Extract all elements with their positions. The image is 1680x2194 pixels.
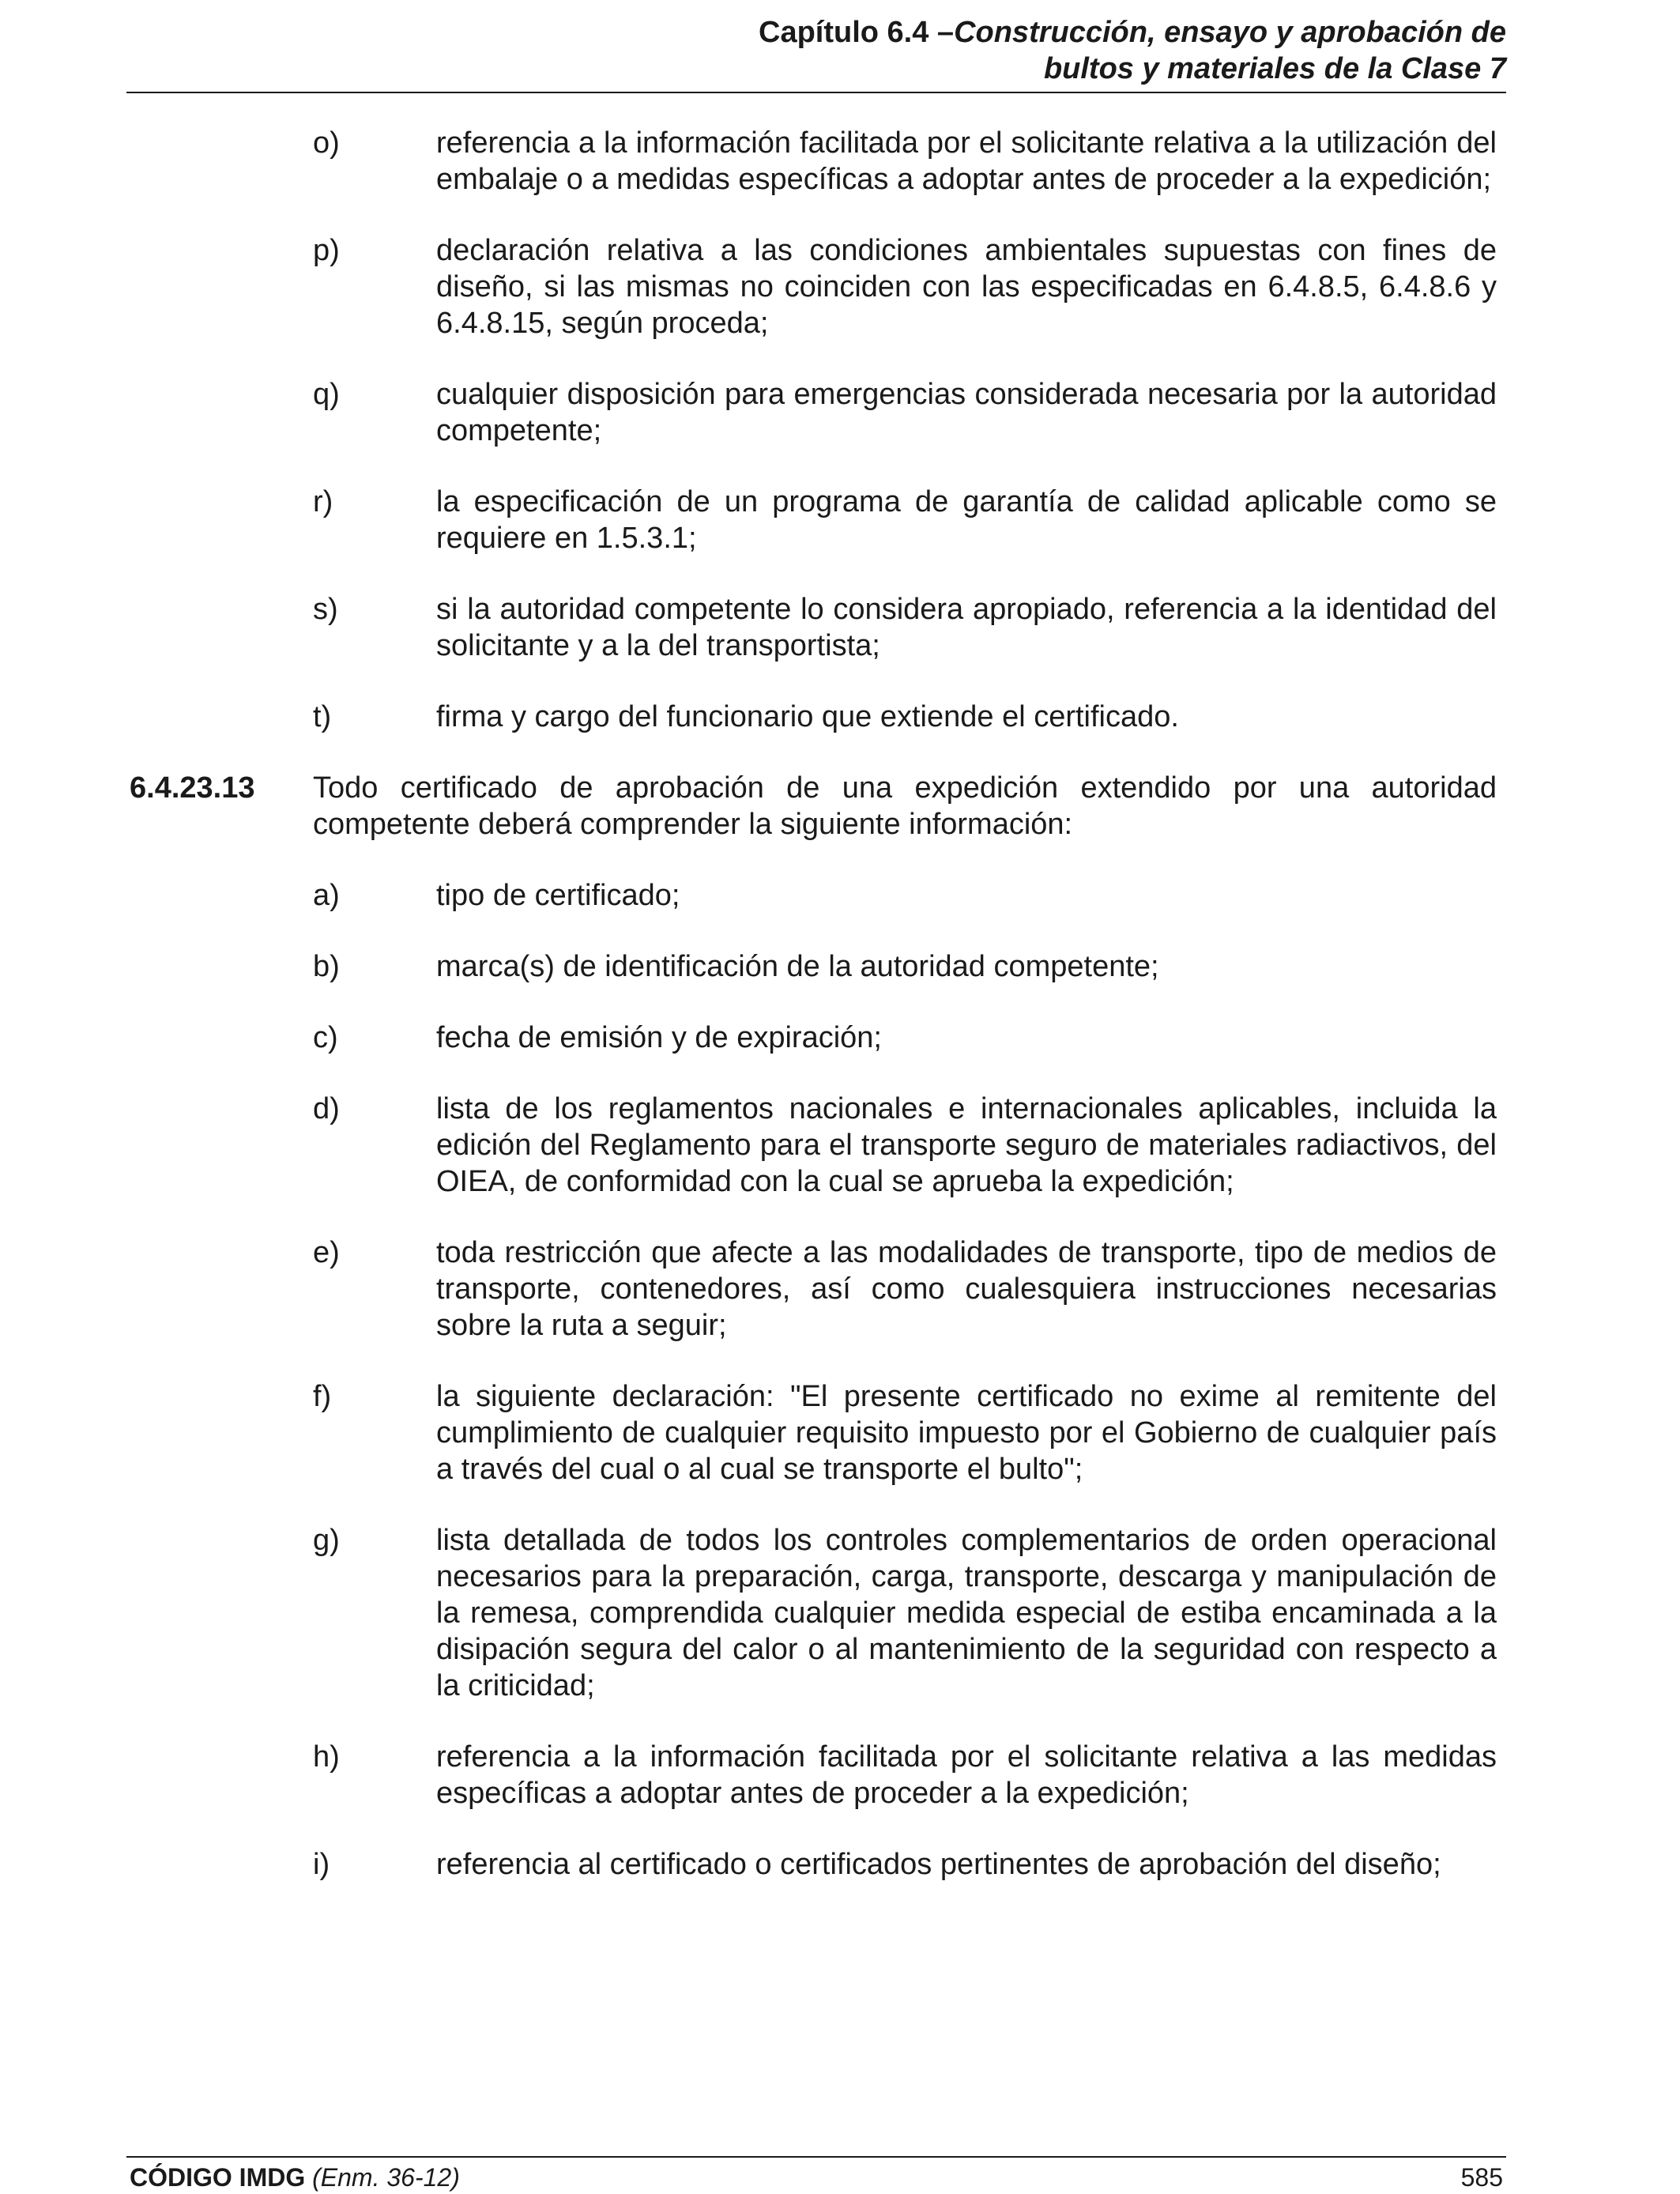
list-item bbox=[0, 948, 1680, 985]
page-header bbox=[126, 14, 1506, 87]
list-item-letter: a) bbox=[313, 879, 340, 912]
list-item-letter: s) bbox=[313, 593, 338, 626]
list-item-text: lista de los reglamentos nacionales e internacionales aplicables, incluida la edición del Reglamento para el transporte seguro de materiales radiactivos, del OIEA, de conformidad con la cual se aprueba la expedición; bbox=[436, 1092, 1497, 1198]
list-item bbox=[0, 1522, 1680, 1704]
list-item-text: fecha de emisión y de expiración; bbox=[436, 1021, 882, 1054]
chapter-prefix: Capítulo 6.4 – bbox=[759, 16, 955, 49]
list-requirements bbox=[0, 877, 1680, 1883]
code-name: CÓDIGO IMDG bbox=[130, 2163, 306, 2192]
list-item bbox=[0, 877, 1680, 914]
list-item-letter: p) bbox=[313, 234, 340, 267]
list-item bbox=[0, 484, 1680, 556]
list-continued bbox=[0, 125, 1680, 735]
list-item bbox=[0, 1846, 1680, 1883]
list-item-letter: r) bbox=[313, 485, 333, 518]
page-number: 585 bbox=[1460, 2163, 1503, 2192]
list-item-text: firma y cargo del funcionario que extiende el certificado. bbox=[436, 700, 1179, 733]
list-item bbox=[0, 232, 1680, 341]
chapter-title-part-2: bultos y materiales de la Clase 7 bbox=[1043, 52, 1506, 85]
list-item bbox=[0, 1020, 1680, 1056]
amendment: (Enm. 36-12) bbox=[312, 2163, 460, 2192]
list-item-letter: i) bbox=[313, 1848, 330, 1881]
section-number: 6.4.23.13 bbox=[130, 771, 255, 805]
list-item bbox=[0, 1091, 1680, 1200]
list-item-text: lista detallada de todos los controles complementarios de orden operacional necesarios para la preparación, carga, transporte, descarga y manipulación de la remesa, comprendida cualquier medida especial de estiba encaminada a la disipación segura del calor o al mantenimiento de la seguridad con respecto a la criticidad; bbox=[436, 1524, 1497, 1702]
list-item bbox=[0, 591, 1680, 664]
list-item-text: la especificación de un programa de garantía de calidad aplicable como se requiere en 1.5.3.1; bbox=[436, 485, 1497, 555]
section-6-4-23-13 bbox=[0, 770, 1680, 843]
list-item-letter: h) bbox=[313, 1740, 340, 1774]
list-item-text: marca(s) de identificación de la autoridad competente; bbox=[436, 950, 1159, 983]
list-item bbox=[0, 125, 1680, 198]
list-item-letter: e) bbox=[313, 1236, 340, 1269]
list-item-text: referencia a la información facilitada por el solicitante relativa a la utilización del embalaje o a medidas específicas a adoptar antes de proceder a la expedición; bbox=[436, 126, 1497, 196]
list-item-text: tipo de certificado; bbox=[436, 879, 680, 912]
page-footer bbox=[130, 2162, 1506, 2192]
list-item-letter: q) bbox=[313, 378, 340, 411]
header-line-1 bbox=[126, 14, 1506, 51]
list-item-text: declaración relativa a las condiciones ambientales supuestas con fines de diseño, si las mismas no coinciden con las especificadas en 6.4.8.5, 6.4.8.6 y 6.4.8.15, según proceda; bbox=[436, 234, 1497, 340]
header-divider bbox=[126, 92, 1506, 93]
list-item-letter: d) bbox=[313, 1092, 340, 1125]
list-item-text: referencia a la información facilitada por el solicitante relativa a las medidas específicas a adoptar antes de proceder a la expedición; bbox=[436, 1740, 1497, 1810]
list-item bbox=[0, 1378, 1680, 1487]
list-item bbox=[0, 376, 1680, 449]
list-item-letter: b) bbox=[313, 950, 340, 983]
list-item-letter: t) bbox=[313, 700, 332, 733]
list-item-text: toda restricción que afecte a las modalidades de transporte, tipo de medios de transporte, contenedores, así como cualesquiera instrucciones necesarias sobre la ruta a seguir; bbox=[436, 1236, 1497, 1342]
list-item-text: si la autoridad competente lo considera apropiado, referencia a la identidad del solicitante y a la del transportista; bbox=[436, 593, 1497, 662]
chapter-title-part-1: Construcción, ensayo y aprobación de bbox=[954, 16, 1506, 49]
list-item-letter: c) bbox=[313, 1021, 338, 1054]
section-text: Todo certificado de aprobación de una expedición extendido por una autoridad competente deberá comprender la siguiente información: bbox=[313, 771, 1497, 841]
list-item-text: la siguiente declaración: "El presente certificado no exime al remitente del cumplimiento de cualquier requisito impuesto por el Gobierno de cualquier país a través del cual o al cual se transporte el bulto"; bbox=[436, 1380, 1497, 1486]
list-item-letter: f) bbox=[313, 1380, 332, 1413]
page-body bbox=[0, 125, 1680, 1917]
list-item bbox=[0, 1739, 1680, 1811]
list-item-text: referencia al certificado o certificados pertinentes de aprobación del diseño; bbox=[436, 1848, 1441, 1881]
list-item bbox=[0, 1235, 1680, 1344]
footer-divider bbox=[126, 2156, 1506, 2158]
list-item-text: cualquier disposición para emergencias considerada necesaria por la autoridad competente; bbox=[436, 378, 1497, 447]
list-item-letter: g) bbox=[313, 1524, 340, 1557]
list-item bbox=[0, 699, 1680, 735]
list-item-letter: o) bbox=[313, 126, 340, 160]
